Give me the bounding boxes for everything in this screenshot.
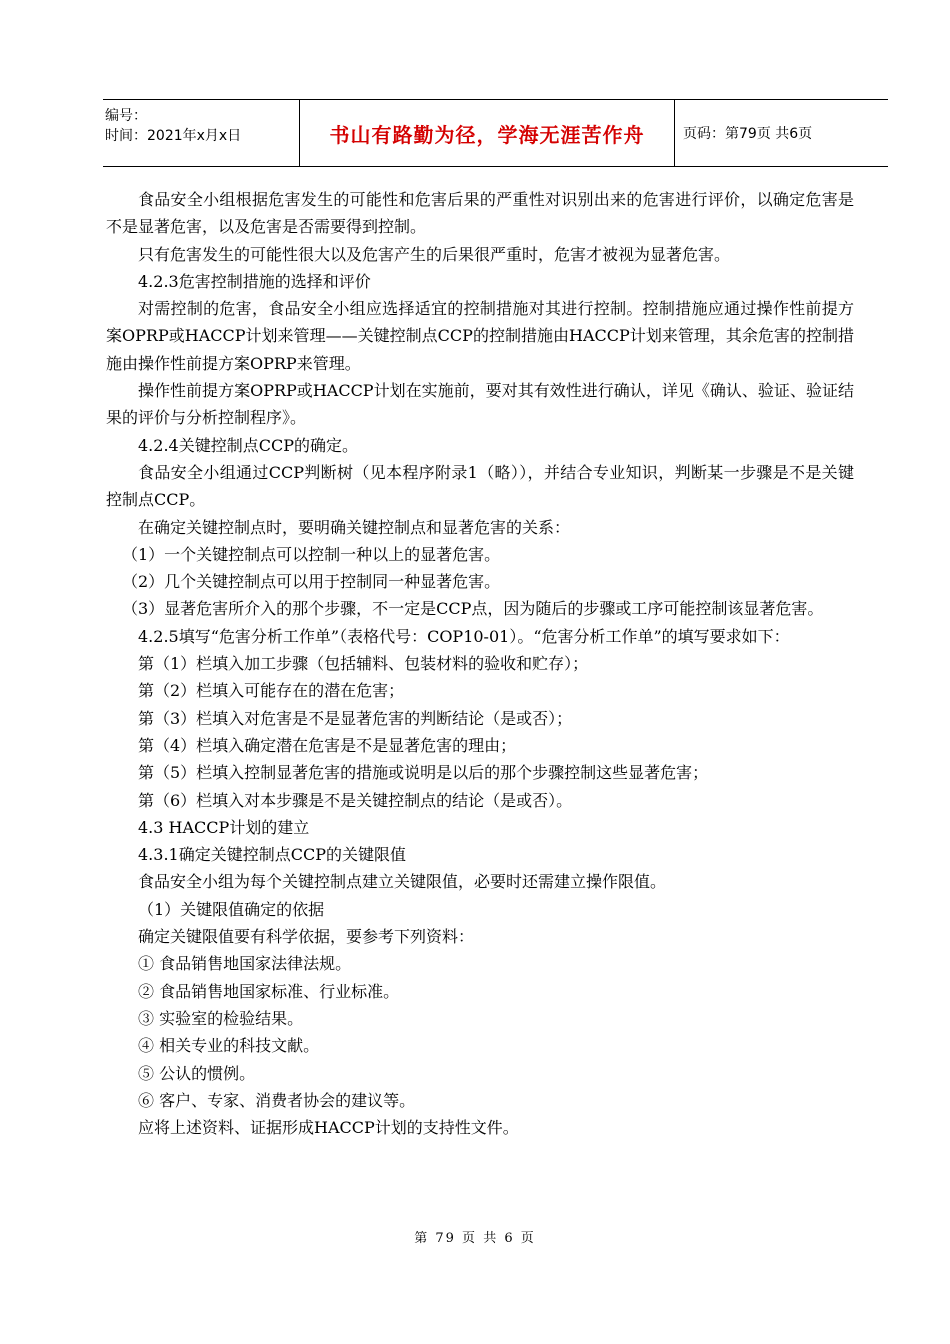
- time-label: 时间：2021年x月x日: [105, 128, 242, 144]
- header-meta: [103, 100, 299, 166]
- list-item: （2）几个关键控制点可以用于控制同一种显著危害。: [122, 572, 501, 592]
- list-item: ⑤ 公认的惯例。: [138, 1063, 256, 1083]
- sub-heading: （1）关键限值确定的依据: [138, 899, 325, 919]
- paragraph: 在确定关键控制点时，要明确关键控制点和显著危害的关系：: [138, 517, 571, 537]
- paragraph: 只有危害发生的可能性很大以及危害产生的后果很严重时，危害才被视为显著危害。: [138, 244, 731, 264]
- paragraph: 应将上述资料、证据形成HACCP计划的支持性文件。: [138, 1118, 519, 1138]
- list-item: 第（1）栏填入加工步骤（包括辅料、包装材料的验收和贮存）；: [138, 654, 589, 674]
- header-page-info: 页码：第79页 共6页: [683, 126, 813, 142]
- list-item: 第（5）栏填入控制显著危害的措施或说明是以后的那个步骤控制这些显著危害；: [138, 763, 709, 783]
- list-item: ② 食品销售地国家标准、行业标准。: [138, 981, 400, 1001]
- paragraph: 操作性前提方案OPRP或HACCP计划在实施前，要对其有效性进行确认，详见《确认、验证、验证结果的评价与分析控制程序》。: [106, 381, 854, 428]
- paragraph: 确定关键限值要有科学依据，要参考下列资料：: [138, 927, 475, 947]
- paragraph: 食品安全小组通过CCP判断树（见本程序附录1（略）），并结合专业知识，判断某一步骤是不是关键控制点CCP。: [106, 462, 854, 510]
- paragraph: 食品安全小组为每个关键控制点建立关键限值，必要时还需建立操作限值。: [138, 872, 667, 892]
- list-item: 第（3）栏填入对危害是不是显著危害的判断结论（是或否）；: [138, 708, 573, 728]
- list-item: ③ 实验室的检验结果。: [138, 1008, 304, 1028]
- section-heading: 4.2.5填写“危害分析工作单”（表格代号：COP10-01）。“危害分析工作单”的填写要求如下：: [138, 626, 790, 646]
- page-footer: 第 79 页 共 6 页: [414, 1231, 536, 1246]
- section-heading: 4.3 HACCP计划的建立: [138, 817, 310, 837]
- section-heading: 4.2.3危害控制措施的选择和评价: [138, 271, 371, 291]
- list-item: ① 食品销售地国家法律法规。: [138, 954, 352, 974]
- list-item: ④ 相关专业的科技文献。: [138, 1036, 320, 1056]
- list-item: 第（6）栏填入对本步骤是不是关键控制点的结论（是或否）。: [138, 790, 573, 810]
- code-label: 编号：: [105, 108, 147, 124]
- list-item: 第（4）栏填入确定潜在危害是不是显著危害的理由；: [138, 735, 517, 755]
- list-item: （3）显著危害所介入的那个步骤，不一定是CCP点，因为随后的步骤或工序可能控制该显著危害。: [122, 599, 824, 619]
- document-body: [106, 186, 854, 1141]
- paragraph: 食品安全小组根据危害发生的可能性和危害后果的严重性对识别出来的危害进行评价，以确定危害是不是显著危害，以及危害是否需要得到控制。: [106, 190, 854, 237]
- list-item: 第（2）栏填入可能存在的潜在危害；: [138, 681, 405, 701]
- list-item: （1）一个关键控制点可以控制一种以上的显著危害。: [122, 544, 501, 564]
- section-heading: 4.2.4关键控制点CCP的确定。: [138, 435, 358, 455]
- header-slogan: 书山有路勤为径，学海无涯苦作舟: [299, 100, 675, 166]
- document-header: [103, 99, 888, 167]
- list-item: ⑥ 客户、专家、消费者协会的建议等。: [138, 1090, 416, 1110]
- paragraph: 对需控制的危害，食品安全小组应选择适宜的控制措施对其进行控制。控制措施应通过操作性前提方案OPRP或HACCP计划来管理——关键控制点CCP的控制措施由HACCP计划来管理，其余危害的控制措施由操作性前提方案OPRP来管理。: [106, 299, 854, 373]
- section-heading: 4.3.1确定关键控制点CCP的关键限值: [138, 845, 406, 865]
